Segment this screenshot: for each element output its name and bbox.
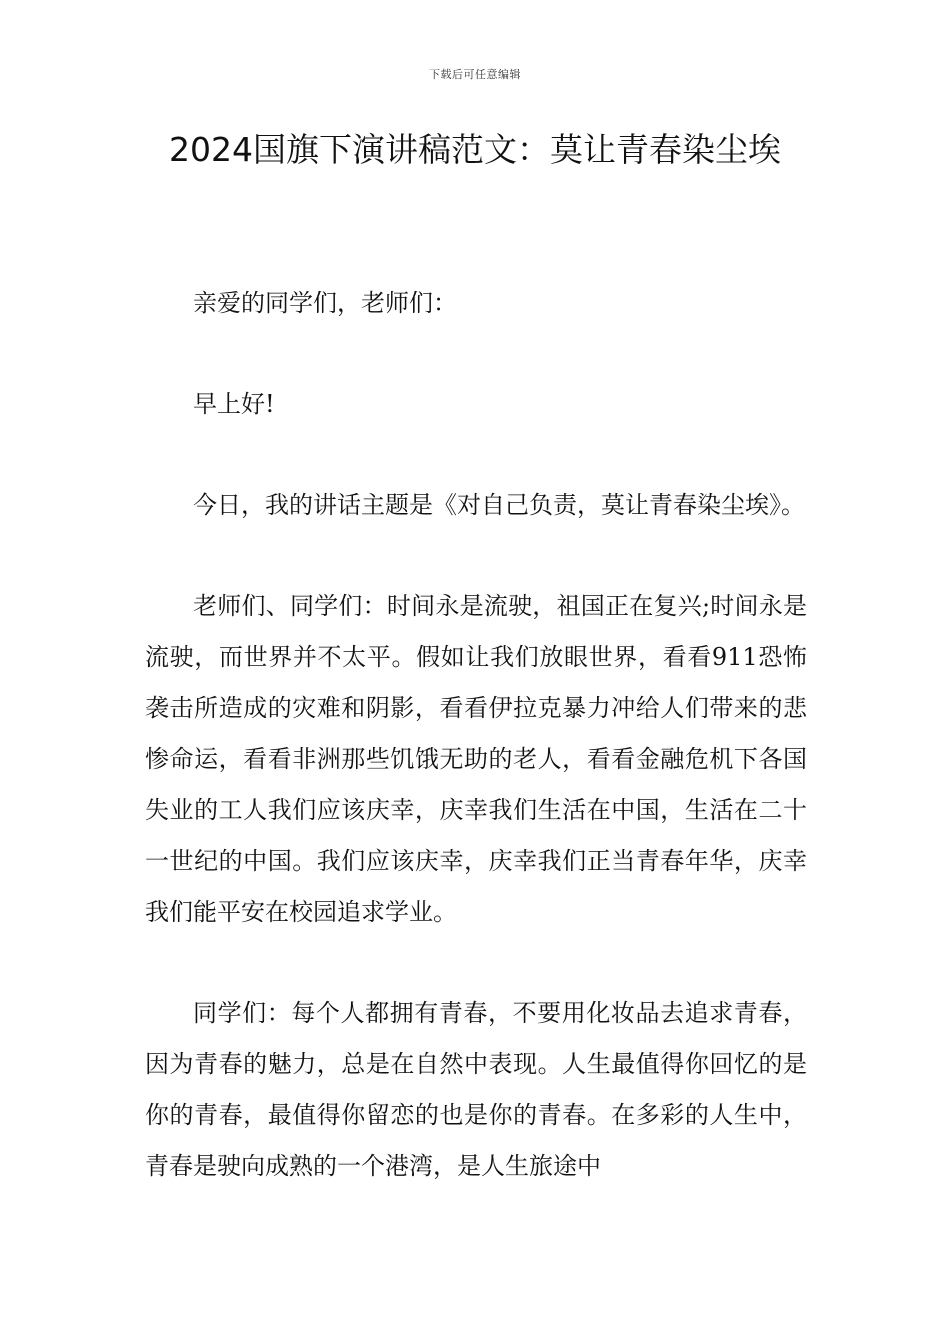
document-title: 2024国旗下演讲稿范文：莫让青春染尘埃 — [169, 130, 781, 169]
header-note: 下载后可任意编辑 — [429, 68, 521, 81]
paragraph-greeting: 亲爱的同学们，老师们： — [193, 289, 457, 317]
paragraph-good-morning: 早上好! — [193, 390, 275, 418]
paragraph-youth: 同学们：每个人都拥有青春，不要用化妆品去追求青春，因为青春的魅力，总是在自然中表现。人生最值得你回忆的是你的青春，最值得你留恋的也是你的青春。在多彩的人生中，青春是驶向成熟的一个港湾，是人生旅途中 — [145, 999, 807, 1180]
document-body — [145, 278, 807, 1242]
paragraph-time-and-world: 老师们、同学们：时间永是流驶，祖国正在复兴;时间永是流驶，而世界并不太平。假如让我们放眼世界，看看911恐怖袭击所造成的灾难和阴影，看看伊拉克暴力冲给人们带来的悲惨命运，看看非洲那些饥饿无助的老人，看看金融危机下各国失业的工人我们应该庆幸，庆幸我们生活在中国，生活在二十一世纪的中国。我们应该庆幸，庆幸我们正当青春年华，庆幸我们能平安在校园追求学业。 — [145, 592, 807, 926]
paragraph-topic: 今日，我的讲话主题是《对自己负责，莫让青春染尘埃》。 — [193, 491, 805, 519]
